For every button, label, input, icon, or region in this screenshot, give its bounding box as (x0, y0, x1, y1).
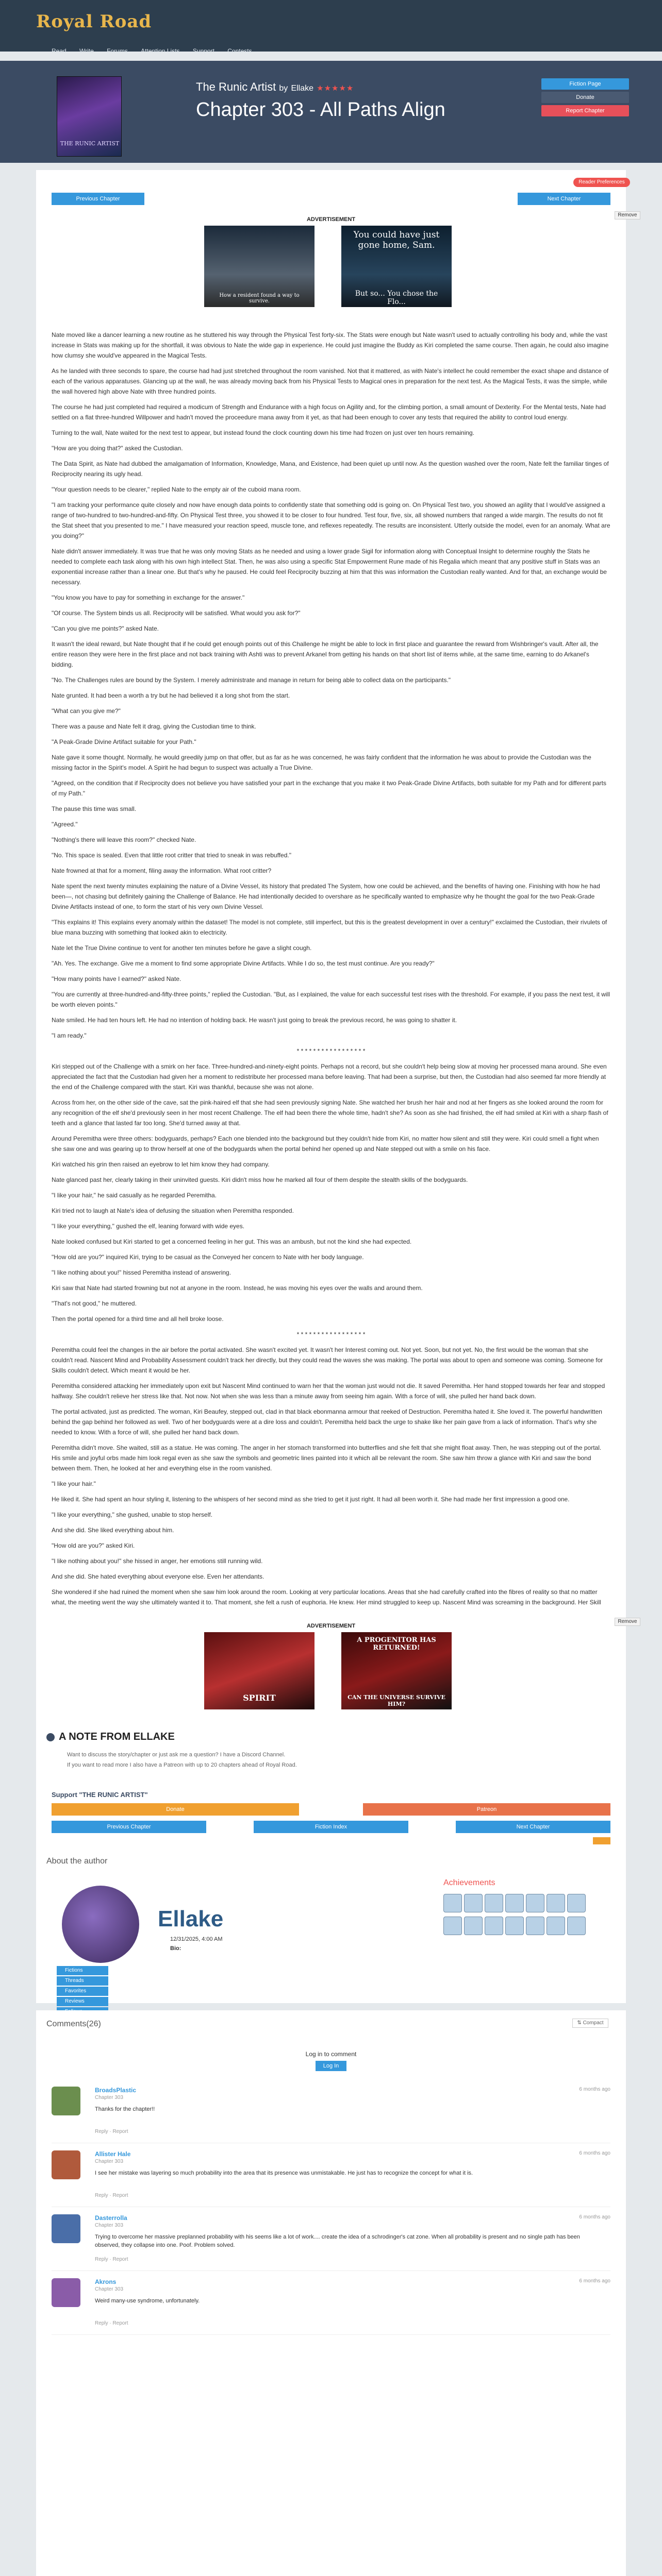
author-name[interactable]: Ellake (158, 1906, 224, 1931)
chapter-paragraph: Nate looked confused but Kiri started to get a concerned feeling in her gut. This was an ambush, but not the kind she had expected. (52, 1238, 412, 1245)
author-reviews-button[interactable]: Reviews (57, 1997, 108, 2006)
comment-actions[interactable]: Reply · Report (95, 2193, 128, 2198)
chapter-paragraph: Nate smiled. He had ten hours left. He had no intention of holding back. He wasn't just going to break the previous record, he was going to shatter it. (52, 1016, 457, 1024)
site-logo[interactable]: Royal Road (36, 11, 152, 32)
nav-item-contests[interactable]: Contests (227, 47, 252, 55)
reader-preferences-button[interactable]: Reader Preferences (573, 178, 630, 187)
chapter-paragraph: "I like nothing about you!" she hissed in anger, her emotions still running wild. (52, 1557, 263, 1565)
author-prefix: by (279, 84, 288, 93)
chapter-paragraph: "I like your everything," she gushed, unable to stop herself. (52, 1511, 213, 1518)
achievement-badge-icon[interactable] (443, 1894, 462, 1912)
support-patreon-button[interactable]: Patreon (363, 1803, 610, 1816)
chapter-paragraph: Peremitha could feel the changes in the air before the portal activated. She wasn't excited yet. It wasn't her Interest coming out. Not yet. Soon, but not yet. No, the first would be the woman that she couldn't read. Nascent Mind and Probability Assessment couldn't track her directly, but they could read the waves she was making. The portal was about to open and someone was coming. Someone for Skills couldn't detect. Which meant it would be her. (52, 1346, 603, 1374)
chapter-paragraph: Kiri tried not to laugh at Nate's idea of defusing the situation when Peremitha responded. (52, 1207, 294, 1214)
scene-separator: * * * * * * * * * * * * * * * * * (296, 1331, 366, 1338)
login-button[interactable]: Log In (316, 2061, 346, 2071)
bottom-fiction-index-button[interactable]: Fiction Index (254, 1821, 408, 1833)
ad-image-bottom-right[interactable] (341, 1632, 452, 1709)
bottom-prev-chapter-button[interactable]: Previous Chapter (52, 1821, 206, 1833)
comment-text: Trying to overcome her massive preplanned probability with his seems like a lot of work.... create the idea of a schrodinger's cat zone. When all probability is present and no single path has been observed, they collapse into one. Poof. Problem solved. (95, 2234, 580, 2248)
support-donate-button[interactable]: Donate (52, 1803, 299, 1816)
chapter-paragraph: "Of course. The System binds us all. Reciprocity will be satisfied. What would you ask for?" (52, 609, 301, 617)
chapter-paragraph: Then the portal opened for a third time and all hell broke loose. (52, 1315, 224, 1323)
comment-actions[interactable]: Reply · Report (95, 2320, 128, 2326)
chapter-paragraph: "How old are you?" inquired Kiri, trying to be casual as the Conveyed her concern to Nate with her body language. (52, 1253, 364, 1261)
remove-ad-button-bottom[interactable]: Remove (615, 1618, 640, 1626)
login-prompt: Log in to comment (305, 2050, 357, 2058)
author-note-title: A NOTE FROM ELLAKE (59, 1731, 175, 1742)
chapter-paragraph: There was a pause and Nate felt it drag, giving the Custodian time to think. (52, 723, 256, 730)
cover-title: THE RUNIC ARTIST (60, 140, 120, 147)
achievement-badge-icon[interactable] (485, 1917, 503, 1935)
comment-text: I see her mistake was layering so much probability into the area that its presence was unmistakable. He just has to recognize the concept for what it is. (95, 2170, 473, 2176)
author-bio-label: Bio: (170, 1945, 181, 1952)
comment-time: 6 months ago (579, 2278, 610, 2284)
achievement-badge-icon[interactable] (526, 1917, 544, 1935)
flag-button[interactable] (593, 1837, 610, 1844)
ad-left-caption: How a resident found a way to survive. (219, 293, 300, 304)
nav-item-read[interactable]: Read (52, 47, 67, 55)
chapter-paragraph: Nate didn't answer immediately. It was true that he was only moving Stats as he needed and using a lower grade Sigil for information along with Conceptual Insight to determine roughly the Stats he needed to complete each task along with his own high intellect Stat. Then, he was also using a specific Stat Empowerment Rune made of his Regalia which meant that any positive stuff in Stats was an exponential increase rather than a linear one. But that's why he paused. He could feel Reciprocity buzzing at him that this was information the Custodian really wanted. And for that, an exchange would be necessary. (52, 548, 607, 586)
author-note-line-2: If you want to read more I also have a Patreon with up to 20 chapters ahead of Royal Road. (67, 1762, 297, 1768)
fiction-title (196, 80, 354, 94)
achievement-badge-icon[interactable] (526, 1894, 544, 1912)
comment-avatar[interactable] (52, 2214, 80, 2243)
chapter-paragraph: And she did. She hated everything about everyone else. Even her attendants. (52, 1573, 264, 1580)
chapter-paragraph: "You know you have to pay for something in exchange for the answer." (52, 594, 245, 601)
chapter-paragraph: "I like nothing about you!" hissed Peremitha instead of answering. (52, 1269, 231, 1276)
chapter-paragraph: He liked it. She had spent an hour styling it, listening to the whispers of her second mind as she tried to get it just right. It had all been worth it. She had made her first impression a good one. (52, 1496, 570, 1503)
ad-right-caption-top: You could have just gone home, Sam. (353, 230, 440, 250)
chapter-paragraph: Nate let the True Divine continue to vent for another ten minutes before he gave a slight cough. (52, 944, 312, 952)
chapter-paragraph: "How are you doing that?" asked the Custodian. (52, 445, 183, 452)
prev-chapter-button[interactable]: Previous Chapter (52, 193, 144, 205)
comment-chapter: Chapter 303 (95, 2223, 124, 2228)
chapter-paragraph: The pause this time was small. (52, 805, 137, 812)
comment-author[interactable]: BroadsPlastic (95, 2087, 137, 2094)
comment-author[interactable]: Akrons (95, 2278, 117, 2285)
chapter-paragraph: She wondered if she had ruined the moment when she saw him look around the room. Looking at very particular locations. Areas that she had carefully crafted into the fibres of reality so that no matter what, the meeting went the way she ultimately wanted it to. That moment, she felt a rush of euphoria. He knew. Her mind struggled to keep up. Nascent Mind was screaming in the background. Her Skill (52, 1588, 601, 1606)
chapter-paragraph: The portal activated, just as predicted. The woman, Kiri Beaufey, stepped out, clad in that black ebonmanna armour that reeked of Destruction. Peremitha hated it. She loved it. The powerful handwritten behind the gap behind her followed as well. Two of her bodyguards were at a dire loss and couldn't. Peremitha held back the urge to shake like her pain gave from a lack of information. That's why she needed to know. With a force of will, she pulled her hand back down. (52, 1408, 602, 1436)
chapter-paragraph: Kiri stepped out of the Challenge with a smirk on her face. Three-hundred-and-ninety-eight points. Perhaps not a record, but she couldn't help being slow at moving her processed mana around. She even appreciated the fact that the Custodian had given her a moment to redistribute her processed mana before leaving. That had been a surprise, but then, the Custodian had also seemed far more friendly at the end of the Challenge compared with the start. Kiri was thankful, because she was not alone. (52, 1063, 607, 1091)
achievement-badge-icon[interactable] (464, 1894, 483, 1912)
chapter-paragraph: "This explains it! This explains every anomaly within the dataset! The model is not complete, still imperfect, but this is the greatest development in over a century!" exclaimed the Custodian, their rivulets of blue mana buzzing with something that looked akin to electricity. (52, 919, 607, 936)
chapter-paragraph: "I am tracking your performance quite closely and now have enough data points to confidently state that something odd is going on. On Physical Test two, you showed an agility that I would've assigned a range of two-hundred to two-hundred-and-fifty. On Physical Test three, you showed it to be closer to four hundred. Test four, five, six, all showed numbers that ranged a wide margin. The results do not fit the Stat sheet that you presented to me." I have measured your reaction speed, muscle tone, and reflexes repeatedly. The results are inconsistent. Utterly outside the model, even for an anomaly. What are you doing?" (52, 501, 610, 539)
chapter-paragraph: "Your question needs to be clearer," replied Nate to the empty air of the cuboid mana room. (52, 486, 301, 493)
support-heading: Support "THE RUNIC ARTIST" (52, 1791, 148, 1799)
chapter-title: Chapter 303 - All Paths Align (196, 99, 445, 121)
comment-author[interactable]: Dasterrolla (95, 2214, 127, 2222)
comment-time: 6 months ago (579, 2087, 610, 2092)
author-joined: 12/31/2025, 4:00 AM (170, 1936, 223, 1942)
chapter-paragraph: Kiri saw that Nate had started frowning but not at anyone in the room. Instead, he was moving his eyes over the walls and around them. (52, 1284, 423, 1292)
comments-heading: Comments(26) (46, 2020, 101, 2028)
chapter-paragraph: "A Peak-Grade Divine Artifact suitable for your Path." (52, 738, 196, 745)
chapter-paragraph: "How many points have I earned?" asked Nate. (52, 975, 181, 982)
comment (52, 2145, 610, 2207)
chapter-paragraph: "I like your hair." (52, 1480, 96, 1487)
comment-text: Weird many-use syndrome, unfortunately. (95, 2298, 200, 2304)
chapter-paragraph: "What can you give me?" (52, 707, 121, 715)
chapter-paragraph: The Data Spirit, as Nate had dubbed the amalgamation of Information, Knowledge, Mana, and Existence, had been quiet up until now. As the question washed over the room, Nate felt the familiar tinges of Reciprocity nearing its ugly head. (52, 460, 609, 478)
author-avatar[interactable] (62, 1886, 139, 1963)
chapter-paragraph: "I like your everything," gushed the elf, leaning forward with wide eyes. (52, 1223, 245, 1230)
chapter-paragraph: The course he had just completed had required a modicum of Strength and Endurance with a high focus on Agility and, for the climbing portion, a small amount of Dexterity. For the Mental tests, Nate had settled on a flat three-hundred Willpower and hadn't moved the proceedure mana away from it yet, as that had been enough to cover any tests that required the ability to control loud energy. (52, 403, 606, 421)
achievement-badge-icon[interactable] (485, 1894, 503, 1912)
chapter-paragraph: "No. The Challenges rules are bound by the System. I merely administrate and manage in return for being able to collect data on the participants." (52, 676, 451, 684)
comment-avatar[interactable] (52, 2278, 80, 2307)
chapter-paragraph: Kiri watched his grin then raised an eyebrow to let him know they had company. (52, 1161, 270, 1168)
rating-stars: ★★★★★ (317, 84, 354, 93)
achievement-badge-icon[interactable] (505, 1917, 524, 1935)
comment (52, 2209, 610, 2271)
nav-item-write[interactable]: Write (79, 47, 94, 55)
chapter-paragraph: "Can you give me points?" asked Nate. (52, 625, 159, 632)
chapter-paragraph: "You are currently at three-hundred-and-fifty-three points," replied the Custodian. "But, as I explained, the value for each successful test rises with the threshold. For example, if you pass the next test, it will be worth eleven points." (52, 991, 610, 1008)
chapter-paragraph: Nate glanced past her, clearly taking in their uninvited guests. Kiri didn't miss how he marked all four of them despite the stealth skills of the bodyguards. (52, 1176, 468, 1183)
comment-avatar[interactable] (52, 2150, 80, 2179)
achievement-badge-icon[interactable] (443, 1917, 462, 1935)
chapter-paragraph: Peremitha considered attacking her immediately upon exit but Nascent Mind continued to warn her that the woman just would not die. It saved Peremitha. Her hand stopped towards her fear and stopped halfway. She couldn't relieve her stress like that. Not now. Not when she was less than a minute away from seeing him again. With a force of will, she pulled her hand back down. (52, 1382, 605, 1400)
bottom-next-chapter-button[interactable]: Next Chapter (456, 1821, 610, 1833)
comment-time: 6 months ago (579, 2214, 610, 2220)
nav-item-support[interactable]: Support (192, 47, 214, 55)
chapter-paragraph: Turning to the wall, Nate waited for the next test to appear, but instead found the clock counting down his time had frozen on just over ten hours remaining. (52, 429, 475, 436)
nav-item-forums[interactable]: Forums (107, 47, 128, 55)
author-threads-button[interactable]: Threads (57, 1976, 108, 1986)
comment-author[interactable]: Allister Hale (95, 2150, 131, 2158)
author-link[interactable]: Ellake (291, 84, 314, 93)
chapter-paragraph: Nate moved like a dancer learning a new routine as he stuttered his way through the Physical Test forty-six. The Stats were enough but Nate wasn't used to actually controlling his body and, while the vast increase in Stats was making up for the shortfall, it was obvious to Nate the wide gap in experience. He could just imagine the Buddy as Kiri completed the same course. Then again, he could also imagine how clumsy she would've appeared in the Magical Tests. (52, 331, 609, 359)
ad-label-bottom: ADVERTISEMENT (306, 1623, 356, 1629)
chapter-paragraph: "That's not good," he muttered. (52, 1300, 137, 1307)
fiction-page-button[interactable]: Fiction Page (541, 78, 629, 90)
achievements-heading: Achievements (443, 1878, 495, 1887)
chapter-paragraph: Peremitha didn't move. She waited, still as a statue. He was coming. The anger in her stomach transformed into butterflies and she felt that she might float away. Then, he was stepping out of the portal. His smile and joyful orbs made him look regal even as she saw the symbols and geometric lines painted into it which all be relevant the room. She saw him throw a glance with Kiri and saw the bond between them. Then, he looked at her and everything else in the room vanished. (52, 1444, 602, 1472)
comment-chapter: Chapter 303 (95, 2095, 124, 2100)
comment-chapter: Chapter 303 (95, 2159, 124, 2164)
achievement-badge-icon[interactable] (464, 1917, 483, 1935)
chapter-paragraph: Nate grunted. It had been a worth a try but he had believed it a long shot from the start. (52, 692, 290, 699)
chapter-text (52, 330, 610, 1607)
author-fictions-button[interactable]: Fictions (57, 1966, 108, 1975)
ad-image-right[interactable] (341, 226, 452, 307)
chapter-paragraph: "Agreed." (52, 821, 78, 828)
achievement-badge-icon[interactable] (505, 1894, 524, 1912)
achievement-badge-icon[interactable] (547, 1917, 565, 1935)
comment (52, 2081, 610, 2143)
ad-image-bottom-left[interactable] (204, 1632, 315, 1709)
compact-toggle[interactable]: ⇅ Compact (572, 2019, 608, 2028)
chapter-paragraph: "Ah. Yes. The exchange. Give me a moment to find some appropriate Divine Artifacts. While I do so, the test must continue. Are you ready?" (52, 960, 435, 967)
achievement-badge-icon[interactable] (547, 1894, 565, 1912)
scene-separator: * * * * * * * * * * * * * * * * * (296, 1047, 366, 1055)
comment-actions[interactable]: Reply · Report (95, 2129, 128, 2134)
ad-label: ADVERTISEMENT (306, 216, 356, 223)
chapter-paragraph: Nate spent the next twenty minutes explaining the nature of a Divine Vessel, its history that predated The System, how one could be achieved, and the benefits of having one. Finishing with how he had been—, not chasing but definitely gaining the Challenge of Balance. He had intentionally decided to overshare as he specifically wanted to emphasize why he thought the goal for the two Peak-Grade Divine Artifacts instead of one, to form the start of his very own Divine Vessel. (52, 883, 600, 910)
chapter-paragraph: Around Peremitha were three others: bodyguards, perhaps? Each one blended into the background but they couldn't hide from Kiri, no matter how silent and still they were. Kiri could smell a fight when she saw one and was gearing up to throw herself at one of the bodyguards when the portal behind her opened up and Nate stepped out with a smile on his face. (52, 1135, 599, 1153)
chapter-paragraph: Nate gave it some thought. Normally, he would greedily jump on that offer, but as far as he was concerned, he was fairly confident that the information he was about to provide the Custodian was the missing factor in the Spirit's model. A Spirit he had begun to suspect was actually a True Divine. (52, 754, 591, 771)
nav-item-attention[interactable]: Attention Lists (141, 47, 180, 55)
comment-chapter: Chapter 303 (95, 2286, 124, 2292)
ad-bottom-right-caption-top: A PROGENITOR HAS RETURNED! (357, 1636, 436, 1652)
ad-bottom-right-caption-bottom: CAN THE UNIVERSE SURVIVE HIM? (347, 1694, 445, 1707)
chapter-paragraph: Nate frowned at that for a moment, filing away the information. What root critter? (52, 867, 272, 874)
fiction-title-link[interactable]: The Runic Artist (196, 80, 276, 93)
comment-avatar[interactable] (52, 2087, 80, 2115)
ad-image-left[interactable] (204, 226, 315, 307)
achievement-badge-icon[interactable] (567, 1917, 586, 1935)
ad-bottom-left-caption: SPIRIT (243, 1693, 276, 1703)
chapter-paragraph: "I am ready." (52, 1032, 87, 1039)
next-chapter-button[interactable]: Next Chapter (518, 193, 610, 205)
donate-button[interactable]: Donate (541, 92, 629, 103)
author-favorites-button[interactable]: Favorites (57, 1987, 108, 1996)
chapter-paragraph: Across from her, on the other side of the cave, sat the pink-haired elf that she had seen previously signing Nate. She watched her brush her hair and nod at her fingers as she looked around the room for any recognition of the elf she'd previously seen in her most recent Challenge. The elf had been there the whole time, hadn't she? As soon as she had finished, the elf had smiled at Kiri with a sharp flash of teeth and a glance that lasted far too long. She'd turned away at that. (52, 1099, 608, 1127)
comment-time: 6 months ago (579, 2150, 610, 2156)
chapter-paragraph: And she did. She liked everything about him. (52, 1527, 174, 1534)
report-chapter-button[interactable]: Report Chapter (541, 105, 629, 116)
chapter-paragraph: It wasn't the ideal reward, but Nate thought that if he could get enough points out of this Challenge he might be able to lock in first place and guarantee the reward from Wishbringer's vault. After all, the entire reason they were here in the first place and not back training with Ashti was to prevent Arkanel from getting his hands on that short list of items while, at the same time, earning to do Arkanel's bidding. (52, 640, 599, 668)
note-icon (46, 1733, 55, 1741)
comment-text: Thanks for the chapter!! (95, 2106, 155, 2112)
chapter-paragraph: "I like your hair," he said casually as he regarded Peremitha. (52, 1192, 217, 1199)
comment-actions[interactable]: Reply · Report (95, 2257, 128, 2262)
chapter-paragraph: "Nothing's there will leave this room?" checked Nate. (52, 836, 196, 843)
about-author-heading: About the author (46, 1857, 108, 1866)
author-note-line-1: Want to discuss the story/chapter or just ask me a question? I have a Discord Channel. (67, 1752, 286, 1758)
ad-right-caption-bottom: But so... You chose the Flo... (355, 290, 438, 306)
achievement-badge-icon[interactable] (567, 1894, 586, 1912)
remove-ad-button[interactable]: Remove (615, 211, 640, 219)
chapter-paragraph: "No. This space is sealed. Even that little root critter that tried to sneak in was rebuffed." (52, 852, 291, 859)
chapter-paragraph: As he landed with three seconds to spare, the course had had just stretched throughout the room vanished. Not that it mattered, as with Nate's intellect he could remember the exact shape and distance of each of the various apparatuses. Glancing up at the wall, he was already moving back from his Physical Tests to Magical ones in preparation for the next test. As the Magical Tests, it was the simple, while the wall hovered high above Nate with three hundred points. (52, 367, 609, 395)
comment (52, 2273, 610, 2335)
chapter-paragraph: "Agreed, on the condition that if Reciprocity does not believe you have satisfied your part in the exchange that you make it two Peak-Grade Divine Artifacts, both suitable for my Path and for different parts of my Path." (52, 779, 606, 797)
chapter-paragraph: "How old are you?" asked Kiri. (52, 1542, 135, 1549)
main-nav (52, 47, 263, 60)
